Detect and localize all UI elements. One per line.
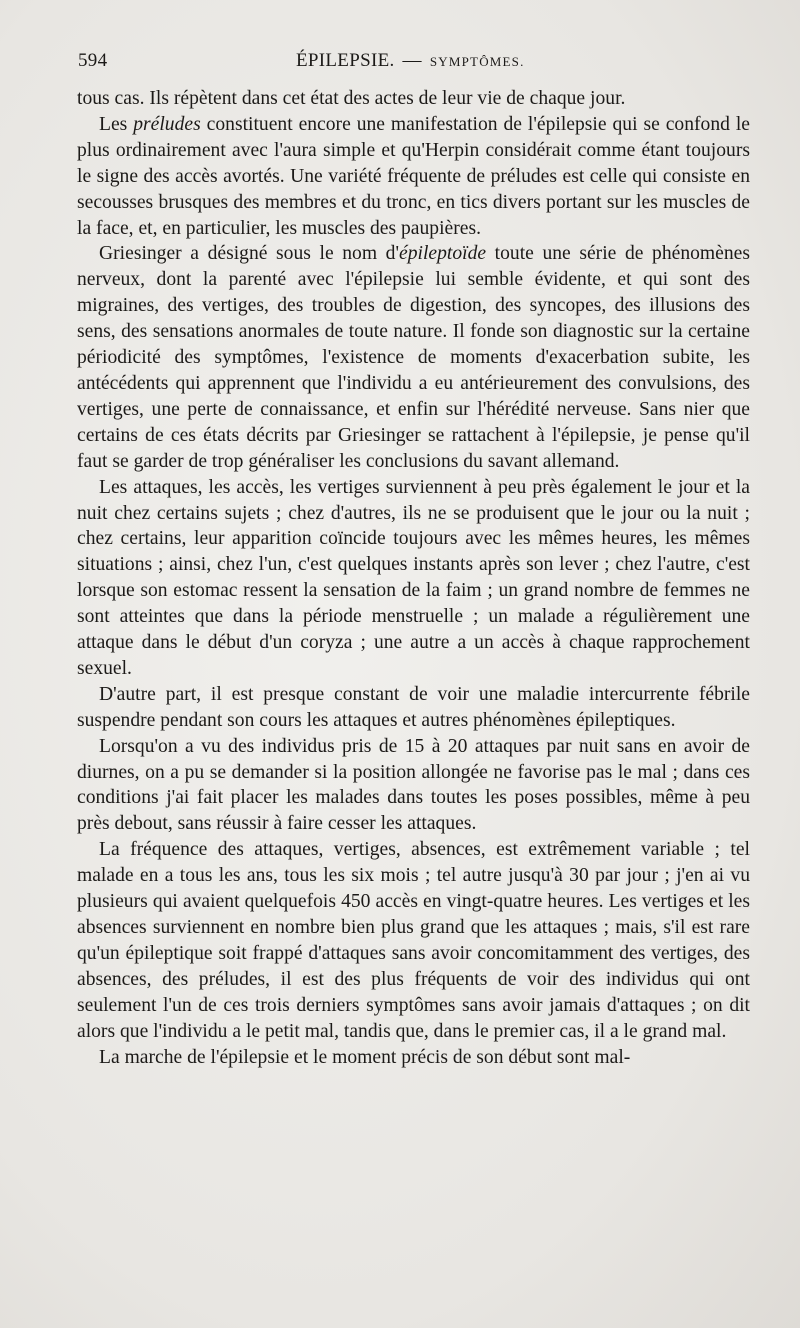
page-number: 594 <box>78 50 108 71</box>
italic-term-epileptoide: épileptoïde <box>399 243 487 265</box>
paragraph-preludes <box>77 112 750 242</box>
running-header <box>78 50 750 76</box>
paragraph-text-after: toute une série de phénomènes nerveux, dont la parenté avec l'épilepsie lui semble évidente, et qui sont des migraines, des vertiges, des troubles de digestion, des syncopes, des illusions des sens, des sensations anormales de toute nature. Il fonde son diagnostic sur la certaine périodicité des symptômes, l'existence de moments d'exacerbation subite, les antécédents qui apprennent que l'individu a eu antérieurement des convulsions, des vertiges, une perte de connaissance, et enfin sur l'hérédité nerveuse. Sans nier que certains de ces états décrits par Griesinger se rattachent à l'épilepsie, je pense qu'il faut se garder de trop généraliser les conclusions du savant allemand. <box>77 243 750 472</box>
paragraph-position-allongee: Lorsqu'on a vu des individus pris de 15 à 20 attaques par nuit sans en avoir de diurnes, on a pu se demander si la position allongée ne favorise pas le mal ; dans ces conditions j'ai fait placer les malades dans toutes les poses possibles, même à peu près debout, sans réussir à faire cesser les attaques. <box>77 735 750 835</box>
paragraph-marche: La marche de l'épilepsie et le moment précis de son début sont mal- <box>99 1046 631 1068</box>
section-title: SYMPTÔMES. <box>429 54 525 69</box>
paragraph-frequence: La fréquence des attaques, vertiges, absences, est extrêmement variable ; tel malade en a tous les ans, tous les six mois ; tel autre jusqu'à 30 par jour ; j'en ai vu plusieurs qui avaient quelquefois 450 accès en vingt-quatre heures. Les vertiges et les absences surviennent en nombre bien plus grand que les attaques ; mais, s'il est rare qu'un épileptique soit frappé d'attaques sans avoir concomitamment des vertiges, des absences, des préludes, il est des plus fréquents de voir des individus qui ont seulement l'un de ces trois derniers symptômes sans avoir jamais d'attaques ; on dit alors que l'individu a le petit mal, tandis que, dans le premier cas, il a le grand mal. <box>77 839 750 1042</box>
paragraph-continuation: tous cas. Ils répètent dans cet état des actes de leur vie de chaque jour. <box>77 88 626 109</box>
title-separator: — <box>402 50 422 71</box>
paragraph-griesinger <box>77 241 750 474</box>
paragraph-text-before: Griesinger a désigné sous le nom d' <box>99 243 400 265</box>
italic-term-preludes: préludes <box>133 113 201 135</box>
chapter-title: ÉPILEPSIE. <box>296 50 395 71</box>
paragraph-attaques: Les attaques, les accès, les vertiges surviennent à peu près également le jour et la nuit chez certains sujets ; chez d'autres, ils ne se produisent que le jour ou la nuit ; chez certains, leur apparition coïncide toujours avec les mêmes heures, les mêmes situations ; ainsi, chez l'un, c'est quelques instants après son lever ; chez l'autre, c'est lorsque son estomac ressent la sensation de la faim ; un grand nombre de femmes ne sont atteintes que dans la période menstruelle ; un malade a régulièrement une attaque dans le début d'un coryza ; une autre a un accès à chaque rapprochement sexuel. <box>77 476 750 679</box>
paragraph-text-before: Les <box>99 113 134 135</box>
body-text <box>77 86 750 1070</box>
running-title <box>296 50 525 72</box>
paragraph-text-after: constituent encore une manifestation de l'épilepsie qui se confond le plus ordinairement avec l'aura simple et qu'Herpin considérait comme étant toujours le signe des accès avortés. Une variété fréquente de préludes est celle qui consiste en secousses brusques des membres et du tronc, en tics divers portant sur les muscles de la face, et, en particulier, les muscles des paupières. <box>77 113 750 239</box>
paragraph-maladie-intercurrente: D'autre part, il est presque constant de voir une maladie intercurrente fébrile suspendre pendant son cours les attaques et autres phénomènes épileptiques. <box>77 683 750 731</box>
